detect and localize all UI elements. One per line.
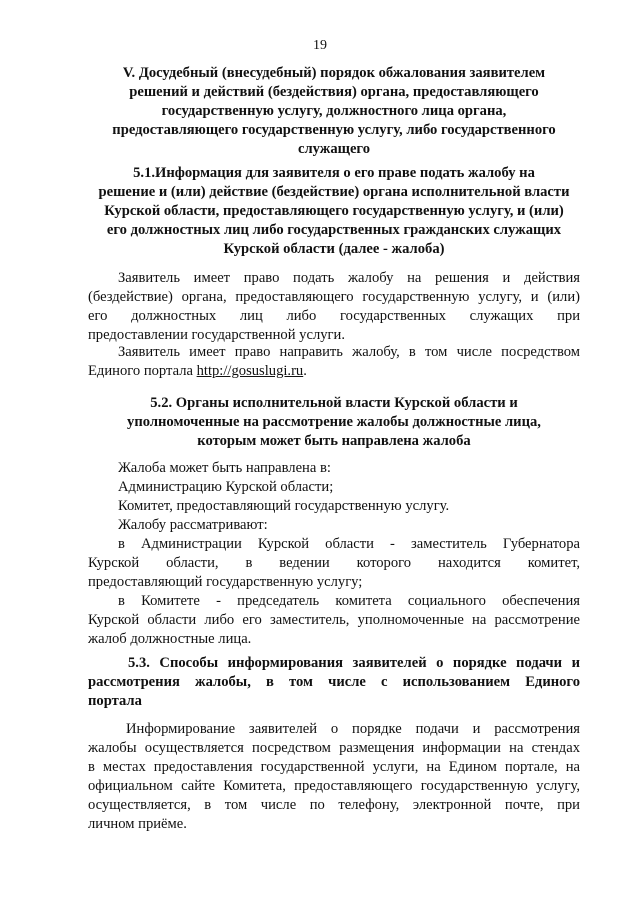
section-5-3-heading [88, 654, 580, 711]
section-5-2-heading [88, 394, 580, 451]
section-5-2-body [88, 459, 580, 649]
heading-line: уполномоченные на рассмотрение жалобы должностные лица, [127, 414, 541, 430]
section-5-1-heading [88, 164, 580, 259]
paragraph-line: Администрацию Курской области; [118, 479, 334, 495]
paragraph-line: в Администрации Курской области - заместитель Губернатора [118, 536, 580, 552]
heading-line: 5.3. Способы информирования заявителей о порядке подачи и [128, 655, 580, 671]
heading-line: Курской области, предоставляющего государственную услугу, и (или) [104, 203, 564, 219]
heading-line: государственную услугу, должностного лица органа, [161, 103, 507, 119]
portal-label: Единого портала [88, 363, 197, 379]
paragraph-line: личном приёме. [88, 816, 187, 832]
paragraph-line: Курской области либо его заместитель, уполномоченные на рассмотрение [88, 612, 580, 628]
paragraph-line: предоставлении государственной услуги. [88, 327, 345, 343]
section-5-1-paragraph-2 [88, 343, 580, 381]
paragraph-line: в Комитете - председатель комитета социального обеспечения [118, 593, 580, 609]
paragraph-line: Жалобу рассматривают: [118, 517, 268, 533]
heading-line: которым может быть направлена жалоба [197, 433, 471, 449]
paragraph-line [88, 362, 580, 381]
heading-line: 5.2. Органы исполнительной власти Курской области и [150, 395, 518, 411]
paragraph-line: Курской области, в ведении которого находится комитет, [88, 555, 580, 571]
paragraph-line: Заявитель имеет право подать жалобу на решения и действия [118, 270, 580, 286]
paragraph-line: осуществляется, в том числе по телефону, электронной почте, при [88, 797, 580, 813]
heading-line: Курской области (далее - жалоба) [223, 241, 445, 257]
paragraph-line: его должностных лиц либо государственных служащих при [88, 308, 580, 324]
section-5-1-paragraph-1 [88, 269, 580, 345]
page-number: 19 [313, 38, 327, 53]
heading-line: V. Досудебный (внесудебный) порядок обжалования заявителем [122, 65, 546, 81]
heading-line: решение и (или) действие (бездействие) органа исполнительной власти [98, 184, 570, 200]
section-5-heading [88, 64, 580, 159]
heading-line: служащего [297, 141, 370, 157]
section-5-3-paragraph [88, 720, 580, 834]
paragraph-line: официальном сайте Комитета, предоставляющего государственную услугу, [88, 778, 580, 794]
paragraph-line: в местах предоставления государственной услуги, на Едином портале, на [88, 759, 580, 775]
paragraph-line: предоставляющий государственную услугу; [88, 574, 363, 590]
heading-line: портала [88, 693, 142, 709]
heading-line: 5.1.Информация для заявителя о его праве подать жалобу на [133, 165, 535, 181]
paragraph-line: Информирование заявителей о порядке подачи и рассмотрения [126, 721, 580, 737]
gosuslugi-link[interactable]: http://gosuslugi.ru [196, 363, 304, 379]
paragraph-line: Комитет, предоставляющий государственную услугу. [118, 498, 450, 514]
heading-line: его должностных лиц либо государственных гражданских служащих [106, 222, 562, 238]
heading-line: рассмотрения жалобы, в том числе с использованием Единого [88, 674, 580, 690]
heading-line: решений и действий (бездействия) органа, предоставляющего [129, 84, 539, 100]
heading-line: предоставляющего государственную услугу, либо государственного [112, 122, 556, 138]
paragraph-line: Заявитель имеет право направить жалобу, в том числе посредством [118, 344, 580, 360]
paragraph-line: Жалоба может быть направлена в: [118, 460, 331, 476]
paragraph-line: жалобы осуществляется посредством размещения информации на стендах [88, 740, 580, 756]
paragraph-line: (бездействие) органа, предоставляющего государственную услугу, и (или) [88, 289, 580, 305]
period: . [303, 363, 307, 379]
paragraph-line: жалоб должностные лица. [88, 631, 252, 647]
